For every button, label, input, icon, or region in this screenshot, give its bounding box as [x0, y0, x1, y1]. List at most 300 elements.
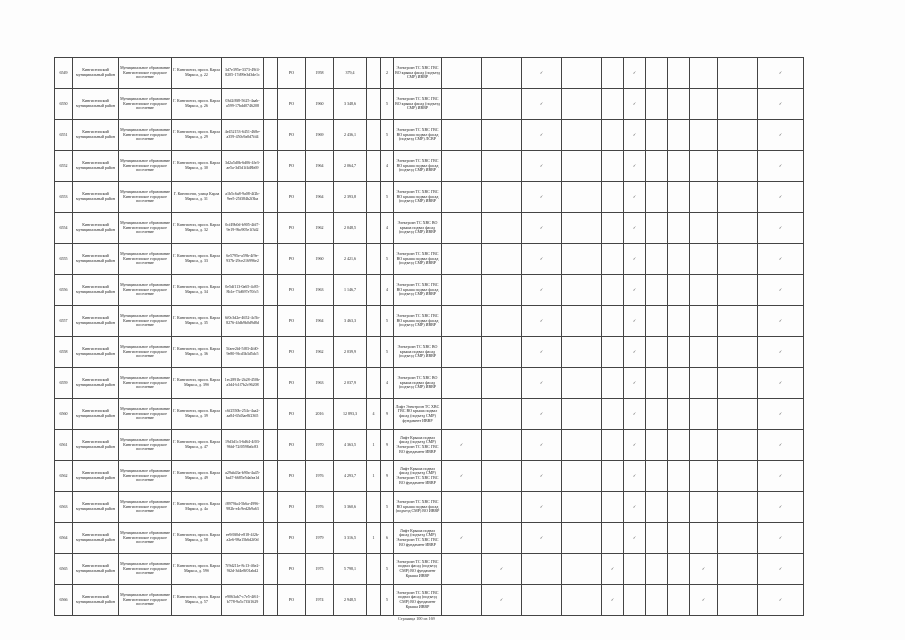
check-cell	[562, 492, 602, 523]
works-description-cell: Электроэн ТС ХВС ГВС ВО крыша фасад (подъезд СМР) ИВВР	[394, 58, 442, 89]
row-number: 6550	[55, 89, 73, 120]
check-cell	[562, 585, 602, 616]
check-cell	[758, 275, 804, 306]
table-row	[55, 554, 804, 585]
check-cell	[668, 523, 690, 554]
municipality-cell: Муниципальное образование Кингисеппское городское поселение	[119, 151, 172, 182]
ownership-type-cell: РО	[278, 182, 306, 213]
sections-cell: 4	[381, 368, 394, 399]
year-cell: 1979	[306, 523, 334, 554]
check-cell	[690, 306, 718, 337]
works-description-cell: Лифт Крыша подвал фасад (подъезд СМР) Электроэн ТС ХВС ГВС ВО фундамент ИВВР	[394, 523, 442, 554]
district-cell: Кингисеппский муниципальный район	[73, 182, 119, 213]
elevators-cell	[367, 368, 381, 399]
sections-cell: 9	[381, 430, 394, 461]
sections-cell: 5	[381, 182, 394, 213]
check-cell	[668, 368, 690, 399]
municipality-cell: Муниципальное образование Кингисеппское городское поселение	[119, 244, 172, 275]
row-number: 6557	[55, 306, 73, 337]
elevators-cell	[367, 244, 381, 275]
check-mark-icon: ✓	[632, 193, 637, 199]
check-cell	[442, 151, 482, 182]
ownership-type-cell: РО	[278, 58, 306, 89]
check-mark-icon: ✓	[778, 224, 783, 230]
check-cell	[624, 430, 646, 461]
check-cell	[602, 151, 624, 182]
check-mark-icon: ✓	[632, 100, 637, 106]
sections-cell: 5	[381, 120, 394, 151]
check-cell	[646, 554, 668, 585]
guid-cell: 3d7e395e-3373-49f4-8205-17d99e3d3de1c	[222, 58, 264, 89]
table-row	[55, 368, 804, 399]
check-cell	[442, 306, 482, 337]
works-description-cell: Электроэн ТС ХВС ГВС ВО крыша фасад (подъезд СМР) ИВВР	[394, 89, 442, 120]
check-mark-icon: ✓	[778, 69, 783, 75]
check-cell	[646, 430, 668, 461]
guid-cell: 19d3d1c3-6d64-4f03-96fd-72f0598a6c83	[222, 430, 264, 461]
row-number: 6562	[55, 461, 73, 492]
check-cell	[442, 120, 482, 151]
check-mark-icon: ✓	[632, 131, 637, 137]
check-cell	[482, 554, 522, 585]
elevators-cell	[367, 213, 381, 244]
check-cell	[718, 275, 758, 306]
check-mark-icon: ✓	[778, 565, 783, 571]
check-cell	[624, 368, 646, 399]
guid-cell: 7f9d211e-8c13-46e2-9f2d-3d4e8f01abd2	[222, 554, 264, 585]
year-cell: 1962	[306, 213, 334, 244]
check-cell	[690, 585, 718, 616]
check-cell	[522, 58, 562, 89]
row-number: 6565	[55, 554, 73, 585]
area-cell: 2 436,1	[334, 120, 367, 151]
elevators-cell: 4	[367, 399, 381, 430]
check-cell	[758, 492, 804, 523]
check-mark-icon: ✓	[539, 131, 544, 137]
table-row	[55, 585, 804, 616]
sections-cell: 5	[381, 89, 394, 120]
sections-cell: 4	[381, 151, 394, 182]
district-cell: Кингисеппский муниципальный район	[73, 523, 119, 554]
year-cell: 1960	[306, 89, 334, 120]
address-cell: Г. Кингисепп, просп. Карла Маркса, д. 35	[172, 306, 222, 337]
check-cell	[624, 554, 646, 585]
check-mark-icon: ✓	[539, 503, 544, 509]
buildings-table	[54, 57, 804, 616]
works-description-cell: Электроэн ТС ХВС ГВС ВО крыша подвал фасад (подъезд СМР) ИВВР	[394, 275, 442, 306]
address-cell: Г. Кингисепп, просп. Карла Маркса, д. 29	[172, 120, 222, 151]
area-cell: 4 293,7	[334, 461, 367, 492]
check-cell	[758, 306, 804, 337]
row-number: 6549	[55, 58, 73, 89]
check-mark-icon: ✓	[539, 224, 544, 230]
check-cell	[718, 554, 758, 585]
check-cell	[758, 182, 804, 213]
address-cell: Г. Кингисепп, улица Карла Маркса, д. 31	[172, 182, 222, 213]
check-mark-icon: ✓	[701, 596, 706, 602]
check-cell	[624, 89, 646, 120]
check-mark-icon: ✓	[632, 379, 637, 385]
address-cell: Г. Кингисепп, просп. Карла Маркса, д. 33	[172, 244, 222, 275]
check-cell	[442, 399, 482, 430]
blank-cell	[264, 585, 278, 616]
check-cell	[646, 120, 668, 151]
district-cell: Кингисеппский муниципальный район	[73, 306, 119, 337]
sections-cell: 4	[381, 275, 394, 306]
year-cell: 1958	[306, 58, 334, 89]
elevators-cell	[367, 182, 381, 213]
blank-cell	[264, 554, 278, 585]
municipality-cell: Муниципальное образование Кингисеппское городское поселение	[119, 213, 172, 244]
area-cell: 3 348,6	[334, 89, 367, 120]
check-mark-icon: ✓	[778, 410, 783, 416]
row-number: 6561	[55, 430, 73, 461]
check-cell	[522, 461, 562, 492]
blank-cell	[264, 151, 278, 182]
check-cell	[482, 58, 522, 89]
works-description-cell: Лифт Крыша подвал фасад (подъезд СМР) Электроэн ТС ХВС ГВС ВО фундамент ИВВР	[394, 461, 442, 492]
address-cell: Г. Кингисепп, просп. Карла Маркса, д. 30	[172, 151, 222, 182]
sections-cell: 5	[381, 337, 394, 368]
check-cell	[718, 89, 758, 120]
check-cell	[624, 182, 646, 213]
works-description-cell: Электроэн ТС ХВС ГВС ВО крыша подвал фасад (подъезд СМР) ИВВР	[394, 306, 442, 337]
table-row	[55, 182, 804, 213]
check-cell	[624, 523, 646, 554]
guid-cell: 6e5795e-a59b-4f9e-937b-29ce216996e2	[222, 244, 264, 275]
check-cell	[624, 492, 646, 523]
elevators-cell	[367, 492, 381, 523]
check-cell	[442, 492, 482, 523]
address-cell: Г. Кингисепп, просп. Карла Маркса, д. 36	[172, 337, 222, 368]
check-cell	[690, 213, 718, 244]
check-cell	[690, 151, 718, 182]
check-cell	[758, 368, 804, 399]
check-cell	[482, 461, 522, 492]
check-cell	[602, 399, 624, 430]
check-cell	[668, 213, 690, 244]
blank-cell	[264, 89, 278, 120]
check-cell	[758, 244, 804, 275]
check-cell	[668, 182, 690, 213]
year-cell: 1963	[306, 275, 334, 306]
district-cell: Кингисеппский муниципальный район	[73, 585, 119, 616]
check-mark-icon: ✓	[539, 286, 544, 292]
check-cell	[442, 337, 482, 368]
check-mark-icon: ✓	[539, 255, 544, 261]
check-cell	[646, 585, 668, 616]
blank-cell	[264, 368, 278, 399]
check-cell	[668, 585, 690, 616]
check-mark-icon: ✓	[778, 255, 783, 261]
works-description-cell: Электроэн ТС ХВС ГВС подвал фасад (подъезд СМР) ВО фундамент Крыша ИВВР	[394, 554, 442, 585]
blank-cell	[264, 337, 278, 368]
check-mark-icon: ✓	[539, 441, 544, 447]
check-mark-icon: ✓	[778, 503, 783, 509]
table-row	[55, 523, 804, 554]
elevators-cell	[367, 89, 381, 120]
check-mark-icon: ✓	[701, 565, 706, 571]
district-cell: Кингисеппский муниципальный район	[73, 151, 119, 182]
check-cell	[442, 182, 482, 213]
check-mark-icon: ✓	[632, 224, 637, 230]
district-cell: Кингисеппский муниципальный район	[73, 554, 119, 585]
district-cell: Кингисеппский муниципальный район	[73, 120, 119, 151]
check-cell	[690, 399, 718, 430]
check-cell	[690, 430, 718, 461]
check-cell	[562, 554, 602, 585]
table-row	[55, 89, 804, 120]
sections-cell: 6	[381, 523, 394, 554]
check-cell	[482, 213, 522, 244]
elevators-cell	[367, 120, 381, 151]
check-cell	[602, 244, 624, 275]
year-cell: 1963	[306, 368, 334, 399]
sections-cell: 5	[381, 306, 394, 337]
check-cell	[758, 523, 804, 554]
check-cell	[718, 306, 758, 337]
check-cell	[562, 523, 602, 554]
area-cell: 3 360,6	[334, 492, 367, 523]
area-cell: 3 463,3	[334, 306, 367, 337]
check-cell	[624, 585, 646, 616]
municipality-cell: Муниципальное образование Кингисеппское городское поселение	[119, 430, 172, 461]
check-cell	[562, 275, 602, 306]
row-number: 6553	[55, 182, 73, 213]
check-cell	[690, 492, 718, 523]
check-cell	[668, 306, 690, 337]
check-cell	[562, 182, 602, 213]
district-cell: Кингисеппский муниципальный район	[73, 275, 119, 306]
ownership-type-cell: РО	[278, 306, 306, 337]
year-cell: 1964	[306, 306, 334, 337]
guid-cell: 0cf49b0d-b905-4fd7-9e19-9bc905e1f3d2	[222, 213, 264, 244]
check-cell	[624, 58, 646, 89]
check-cell	[602, 275, 624, 306]
check-cell	[718, 213, 758, 244]
guid-cell: a1b5c6a8-9a08-4f2b-9ee5-25f384b2f3ba	[222, 182, 264, 213]
check-cell	[668, 430, 690, 461]
check-mark-icon: ✓	[539, 317, 544, 323]
check-mark-icon: ✓	[778, 379, 783, 385]
area-cell: 12 893,3	[334, 399, 367, 430]
ownership-type-cell: РО	[278, 368, 306, 399]
check-cell	[562, 58, 602, 89]
works-description-cell: Лифт Электроэн ТС ХВС ГВС ВО крыша подвал фасад (подъезд СМР) фундамент ИВВР	[394, 399, 442, 430]
elevators-cell: 1	[367, 523, 381, 554]
ownership-type-cell: РО	[278, 120, 306, 151]
check-cell	[442, 585, 482, 616]
blank-cell	[264, 213, 278, 244]
check-cell	[718, 523, 758, 554]
table-row	[55, 213, 804, 244]
check-cell	[718, 368, 758, 399]
check-cell	[482, 430, 522, 461]
row-number: 6559	[55, 368, 73, 399]
ownership-type-cell: РО	[278, 399, 306, 430]
check-mark-icon: ✓	[632, 69, 637, 75]
check-cell	[562, 461, 602, 492]
municipality-cell: Муниципальное образование Кингисеппское городское поселение	[119, 554, 172, 585]
check-cell	[522, 151, 562, 182]
row-number: 6563	[55, 492, 73, 523]
row-number: 6560	[55, 399, 73, 430]
check-cell	[482, 89, 522, 120]
check-cell	[482, 244, 522, 275]
year-cell: 1964	[306, 182, 334, 213]
check-cell	[442, 523, 482, 554]
district-cell: Кингисеппский муниципальный район	[73, 461, 119, 492]
row-number: 6554	[55, 213, 73, 244]
check-mark-icon: ✓	[778, 131, 783, 137]
area-cell: 4 363,5	[334, 430, 367, 461]
check-cell	[668, 275, 690, 306]
check-cell	[646, 523, 668, 554]
blank-cell	[264, 244, 278, 275]
municipality-cell: Муниципальное образование Кингисеппское городское поселение	[119, 585, 172, 616]
district-cell: Кингисеппский муниципальный район	[73, 244, 119, 275]
check-cell	[718, 399, 758, 430]
municipality-cell: Муниципальное образование Кингисеппское городское поселение	[119, 492, 172, 523]
check-cell	[668, 151, 690, 182]
check-mark-icon: ✓	[778, 472, 783, 478]
works-description-cell: Электроэн ТС ХВС ГВС ВО крыша подвал фасад (подъезд СМР) ИВВР	[394, 182, 442, 213]
check-cell	[758, 461, 804, 492]
check-mark-icon: ✓	[539, 534, 544, 540]
check-cell	[668, 120, 690, 151]
check-cell	[668, 89, 690, 120]
check-cell	[718, 58, 758, 89]
check-mark-icon: ✓	[778, 317, 783, 323]
table-row	[55, 275, 804, 306]
check-cell	[522, 585, 562, 616]
area-cell: 2 037,9	[334, 368, 367, 399]
check-cell	[602, 461, 624, 492]
check-mark-icon: ✓	[632, 348, 637, 354]
check-cell	[602, 430, 624, 461]
address-cell: Г. Кингисепп, просп. Карла Маркса, д. 49	[172, 461, 222, 492]
works-description-cell: Электроэн ТС ХВС ВО крыша подвал фасад (подъезд СМР) ИВВР	[394, 368, 442, 399]
works-description-cell: Лифт Крыша подвал фасад (подъезд СМР) Электроэн ТС ХВС ГВС ВО фундамент ИВВР	[394, 430, 442, 461]
check-cell	[602, 554, 624, 585]
municipality-cell: Муниципальное образование Кингисеппское городское поселение	[119, 399, 172, 430]
check-cell	[690, 244, 718, 275]
check-cell	[646, 151, 668, 182]
sections-cell: 5	[381, 585, 394, 616]
check-cell	[522, 337, 562, 368]
check-cell	[522, 275, 562, 306]
guid-cell: 0e5df113-0a65-4c85-8b1e-73d697e70fc5	[222, 275, 264, 306]
district-cell: Кингисеппский муниципальный район	[73, 368, 119, 399]
municipality-cell: Муниципальное образование Кингисеппское городское поселение	[119, 58, 172, 89]
check-cell	[758, 399, 804, 430]
blank-cell	[264, 430, 278, 461]
ownership-type-cell: РО	[278, 213, 306, 244]
year-cell: 1976	[306, 461, 334, 492]
ownership-type-cell: РО	[278, 151, 306, 182]
municipality-cell: Муниципальное образование Кингисеппское городское поселение	[119, 461, 172, 492]
check-cell	[758, 89, 804, 120]
works-description-cell: Электроэн ТС ХВС ГВС подвал фасад (подъезд СМР) ВО фундамент Крыша ИВВР	[394, 585, 442, 616]
table-row	[55, 120, 804, 151]
year-cell: 1964	[306, 151, 334, 182]
check-cell	[482, 182, 522, 213]
sections-cell: 5	[381, 554, 394, 585]
check-cell	[522, 492, 562, 523]
ownership-type-cell: РО	[278, 89, 306, 120]
check-cell	[718, 430, 758, 461]
area-cell: 2 393,8	[334, 182, 367, 213]
address-cell: Г. Кингисепп, просп. Карла Маркса, д. 26	[172, 89, 222, 120]
row-number: 6558	[55, 337, 73, 368]
check-cell	[758, 151, 804, 182]
area-cell: 2 039,9	[334, 337, 367, 368]
check-cell	[690, 337, 718, 368]
elevators-cell	[367, 58, 381, 89]
check-cell	[562, 213, 602, 244]
check-cell	[602, 368, 624, 399]
check-mark-icon: ✓	[632, 503, 637, 509]
check-cell	[624, 151, 646, 182]
check-cell	[646, 368, 668, 399]
ownership-type-cell: РО	[278, 461, 306, 492]
check-cell	[522, 554, 562, 585]
blank-cell	[264, 523, 278, 554]
check-cell	[442, 430, 482, 461]
check-mark-icon: ✓	[778, 100, 783, 106]
check-cell	[758, 585, 804, 616]
check-mark-icon: ✓	[632, 162, 637, 168]
check-cell	[690, 89, 718, 120]
check-mark-icon: ✓	[539, 472, 544, 478]
check-cell	[718, 585, 758, 616]
area-cell: 2 948,5	[334, 585, 367, 616]
check-mark-icon: ✓	[539, 69, 544, 75]
check-cell	[522, 244, 562, 275]
check-cell	[602, 523, 624, 554]
ownership-type-cell: РО	[278, 275, 306, 306]
works-description-cell: Электроэн ТС ХВС ВО крыша подвал фасад (подъезд СМР) ИВВР	[394, 337, 442, 368]
municipality-cell: Муниципальное образование Кингисеппское городское поселение	[119, 337, 172, 368]
ownership-type-cell: РО	[278, 430, 306, 461]
ownership-type-cell: РО	[278, 244, 306, 275]
elevators-cell	[367, 554, 381, 585]
address-cell: Г. Кингисепп, просп. Карла Маркса, д. 59б	[172, 554, 222, 585]
table-row	[55, 492, 804, 523]
check-mark-icon: ✓	[778, 286, 783, 292]
check-mark-icon: ✓	[539, 162, 544, 168]
sections-cell: 9	[381, 461, 394, 492]
check-cell	[562, 368, 602, 399]
blank-cell	[264, 275, 278, 306]
area-cell: 5 798,1	[334, 554, 367, 585]
table-row	[55, 306, 804, 337]
check-cell	[522, 368, 562, 399]
municipality-cell: Муниципальное образование Кингисеппское городское поселение	[119, 182, 172, 213]
address-cell: Г. Кингисепп, просп. Карла Маркса, д. 58	[172, 523, 222, 554]
guid-cell: 6f0c3d2e-4652-4c5b-8276-4fdb9b0d9d8d	[222, 306, 264, 337]
check-cell	[562, 306, 602, 337]
address-cell: Г. Кингисепп, просп. Карла Маркса, д. 57	[172, 585, 222, 616]
check-cell	[602, 58, 624, 89]
check-cell	[690, 523, 718, 554]
check-cell	[690, 275, 718, 306]
check-mark-icon: ✓	[459, 472, 464, 478]
elevators-cell: 1	[367, 461, 381, 492]
address-cell: Г. Кингисепп, просп. Карла Маркса, д. 4а	[172, 492, 222, 523]
check-cell	[758, 554, 804, 585]
elevators-cell	[367, 337, 381, 368]
